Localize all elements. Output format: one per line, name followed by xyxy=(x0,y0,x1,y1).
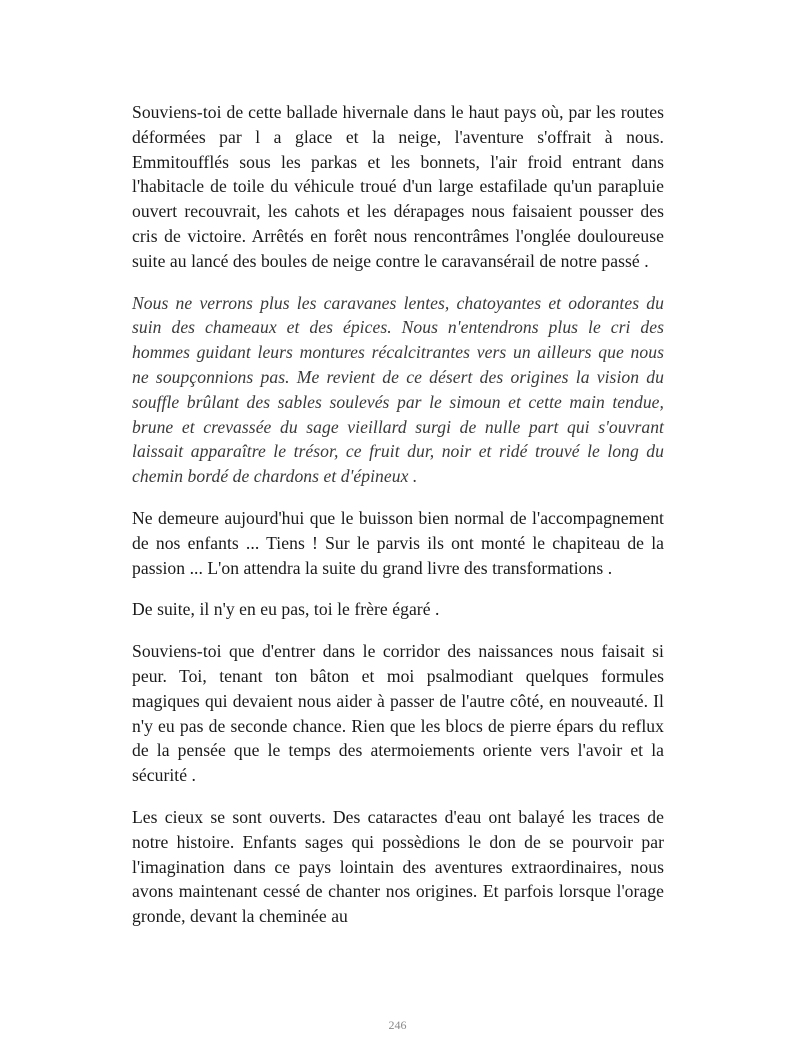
paragraph-1: Souviens-toi de cette ballade hivernale dans le haut pays où, par les routes déformées par l a glace et la neige, l'aventure s'offrait à nous. Emmitoufflés sous les parkas et les bonnets, l'air froid entrant dans l'habitacle de toile du véhicule troué d'un large estafilade qu'un parapluie ouvert recouvrait, les cahots et les dérapages nous faisaient pousser des cris de victoire. Arrêtés en forêt nous rencontrâmes l'onglée douloureuse suite au lancé des boules de neige contre le caravansérail de notre passé . xyxy=(132,102,664,271)
paragraph-5: Souviens-toi que d'entrer dans le corridor des naissances nous faisait si peur. Toi, tenant ton bâton et moi psalmodiant quelques formules magiques qui devaient nous aider à passer de l'autre côté, en nouveauté. Il n'y eu pas de seconde chance. Rien que les blocs de pierre épars du reflux de la pensée que le temps des atermoiements oriente vers l'avoir et la sécurité . xyxy=(132,641,664,786)
paragraph-4: De suite, il n'y en eu pas, toi le frère égaré . xyxy=(132,599,440,620)
page-number: 246 xyxy=(388,1018,407,1032)
paragraph-2-italic: Nous ne verrons plus les caravanes lentes, chatoyantes et odorantes du suin des chameaux et des épices. Nous n'entendrons plus le cri des hommes guidant leurs montures récalcitrantes vers un ailleurs que nous ne soupçonnions pas. Me revient de ce désert des origines la vision du souffle brûlant des sables soulevés par le simoun et cette main tendue, brune et crevassée du sage vieillard surgi de nulle part qui s'ouvrant laissait apparaître le trésor, ce fruit dur, noir et ridé trouvé le long du chemin bordé de chardons et d'épineux . xyxy=(132,292,664,487)
paragraph-6: Les cieux se sont ouverts. Des cataractes d'eau ont balayé les traces de notre histoire. Enfants sages qui possèdions le don de se pourvoir par l'imagination dans ce pays lointain des aventures extraordinaires, nous avons maintenant cessé de chanter nos origines. Et parfois lorsque l'orage gronde, devant la cheminée au xyxy=(132,806,664,927)
page-body xyxy=(132,100,664,946)
paragraph-3: Ne demeure aujourd'hui que le buisson bien normal de l'accompagnement de nos enfants ... Tiens ! Sur le parvis ils ont monté le chapiteau de la passion ... L'on attendra la suite du grand livre des transformations . xyxy=(132,507,664,578)
